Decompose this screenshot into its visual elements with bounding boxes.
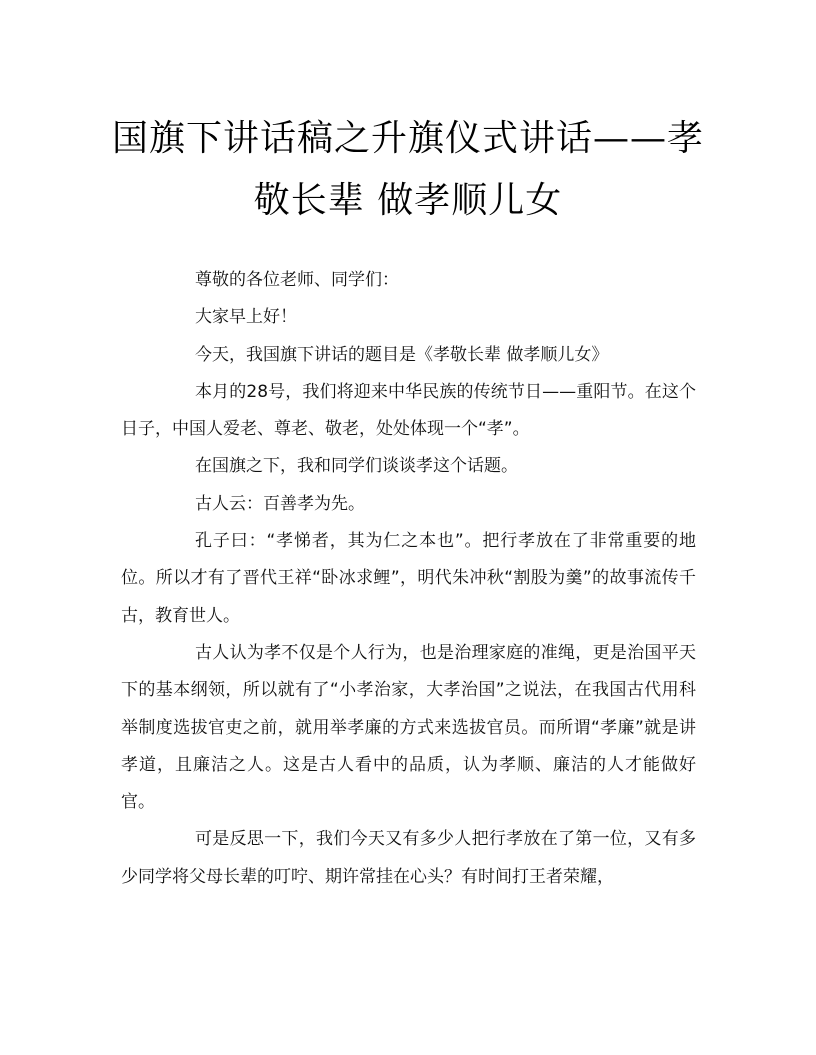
paragraph-topic: 今天，我国旗下讲话的题目是《孝敬长辈 做孝顺儿女》 [195,344,609,365]
paragraph-confucius: 孔子曰：“孝悌者，其为仁之本也”。把行孝放在了非常重要的地位。所以才有了晋代王祥“卧冰求鲤”，明代朱冲秋“割股为羹”的故事流传千古，教育世人。 [121,531,696,626]
paragraph-discussion: 在国旗之下，我和同学们谈谈孝这个话题。 [195,456,518,477]
paragraph-greeting: 尊敬的各位老师、同学们： [195,270,399,290]
paragraph-ancient-saying: 古人云：百善孝为先。 [195,493,365,514]
document-title [112,108,704,232]
title-line-1: 国旗下讲话稿之升旗仪式讲话——孝 [112,118,705,159]
paragraph-good-morning: 大家早上好！ [195,307,297,328]
paragraph-chongyang: 本月的28号，我们将迎来中华民族的传统节日——重阳节。在这个日子，中国人爱老、尊老、敬老，处处体现一个“孝”。 [121,381,696,440]
paragraph-filial-governance: 古人认为孝不仅是个人行为，也是治理家庭的准绳，更是治国平天下的基本纲领，所以就有了“小孝治家，大孝治国”之说法，在我国古代用科举制度选拔官吏之前，就用举孝廉的方式来选拔官员。而所谓“孝廉”就是讲孝道，且廉洁之人。这是古人看中的品质，认为孝顺、廉洁的人才能做好官。 [121,642,696,813]
document-body [121,262,696,896]
title-line-2: 敬长辈 做孝顺儿女 [253,180,563,221]
paragraph-reflection: 可是反思一下，我们今天又有多少人把行孝放在了第一位，又有多少同学将父母长辈的叮咛、期许常挂在心头？有时间打王者荣耀， [121,829,696,887]
